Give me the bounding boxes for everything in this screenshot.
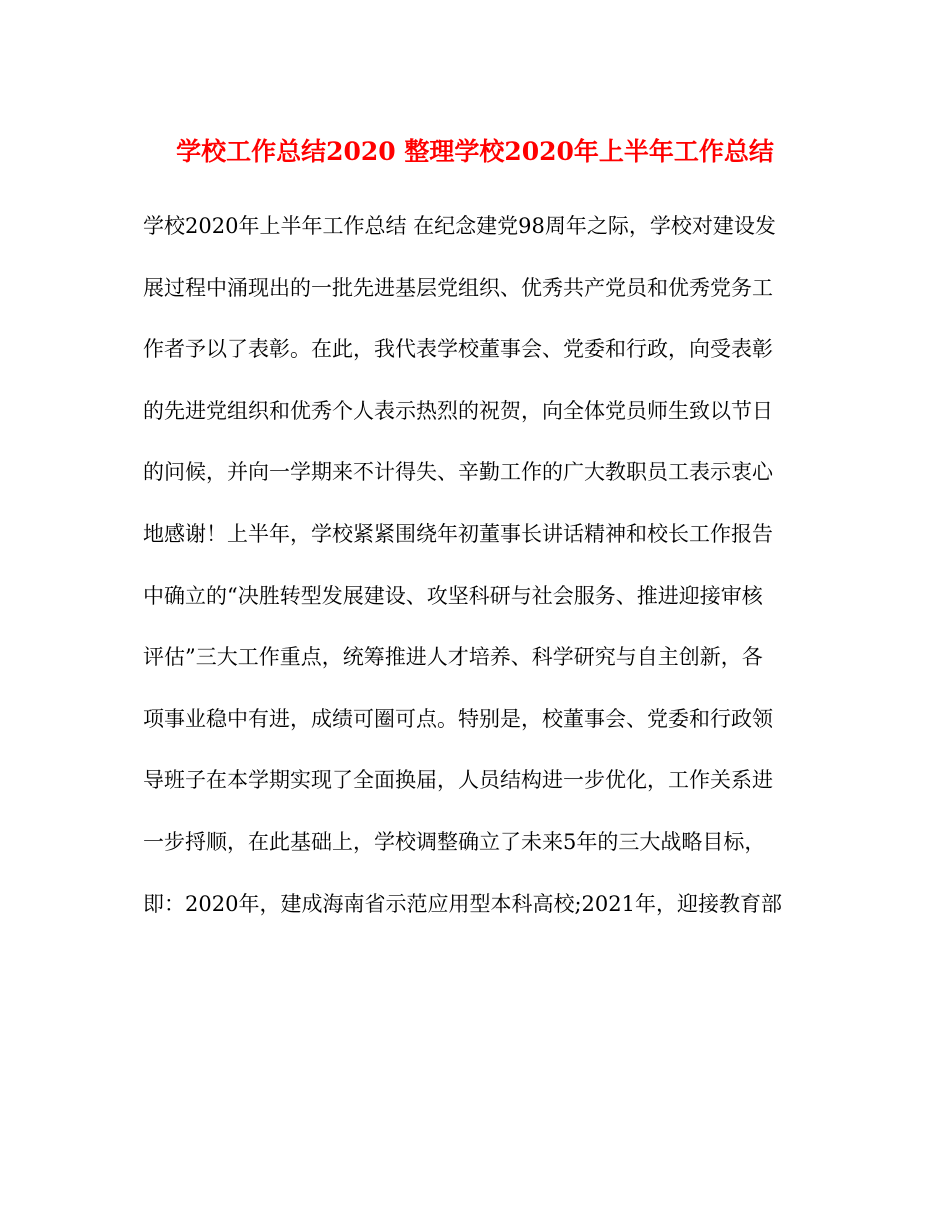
body-line: 项事业稳中有进，成绩可圈可点。特别是，校董事会、党委和行政领 xyxy=(143,706,773,731)
body-line: 导班子在本学期实现了全面换届，人员结构进一步优化，工作关系进 xyxy=(143,768,773,793)
body-line: 地感谢！上半年，学校紧紧围绕年初董事长讲话精神和校长工作报告 xyxy=(143,521,773,546)
body-line: 作者予以了表彰。在此，我代表学校董事会、党委和行政，向受表彰 xyxy=(143,337,773,362)
body-line: 的问候，并向一学期来不计得失、辛勤工作的广大教职员工表示衷心 xyxy=(143,460,773,485)
body-line: 学校2020年上半年工作总结 在纪念建党98周年之际，学校对建设发 xyxy=(143,214,776,238)
body-line: 展过程中涌现出的一批先进基层党组织、优秀共产党员和优秀党务工 xyxy=(143,275,773,300)
body-line: 一步捋顺，在此基础上，学校调整确立了未来5年的三大战略目标， xyxy=(143,829,766,854)
document-body xyxy=(143,196,813,935)
body-line: 的先进党组织和优秀个人表示热烈的祝贺，向全体党员师生致以节日 xyxy=(143,398,773,423)
body-line: 中确立的“决胜转型发展建设、攻坚科研与社会服务、推进迎接审核 xyxy=(143,583,763,608)
body-line: 评估”三大工作重点，统筹推进人才培养、科学研究与自主创新，各 xyxy=(143,645,763,670)
body-line: 即：2020年，建成海南省示范应用型本科高校;2021年，迎接教育部 xyxy=(143,891,782,916)
document-title: 学校工作总结2020 整理学校2020年上半年工作总结 xyxy=(176,137,774,166)
